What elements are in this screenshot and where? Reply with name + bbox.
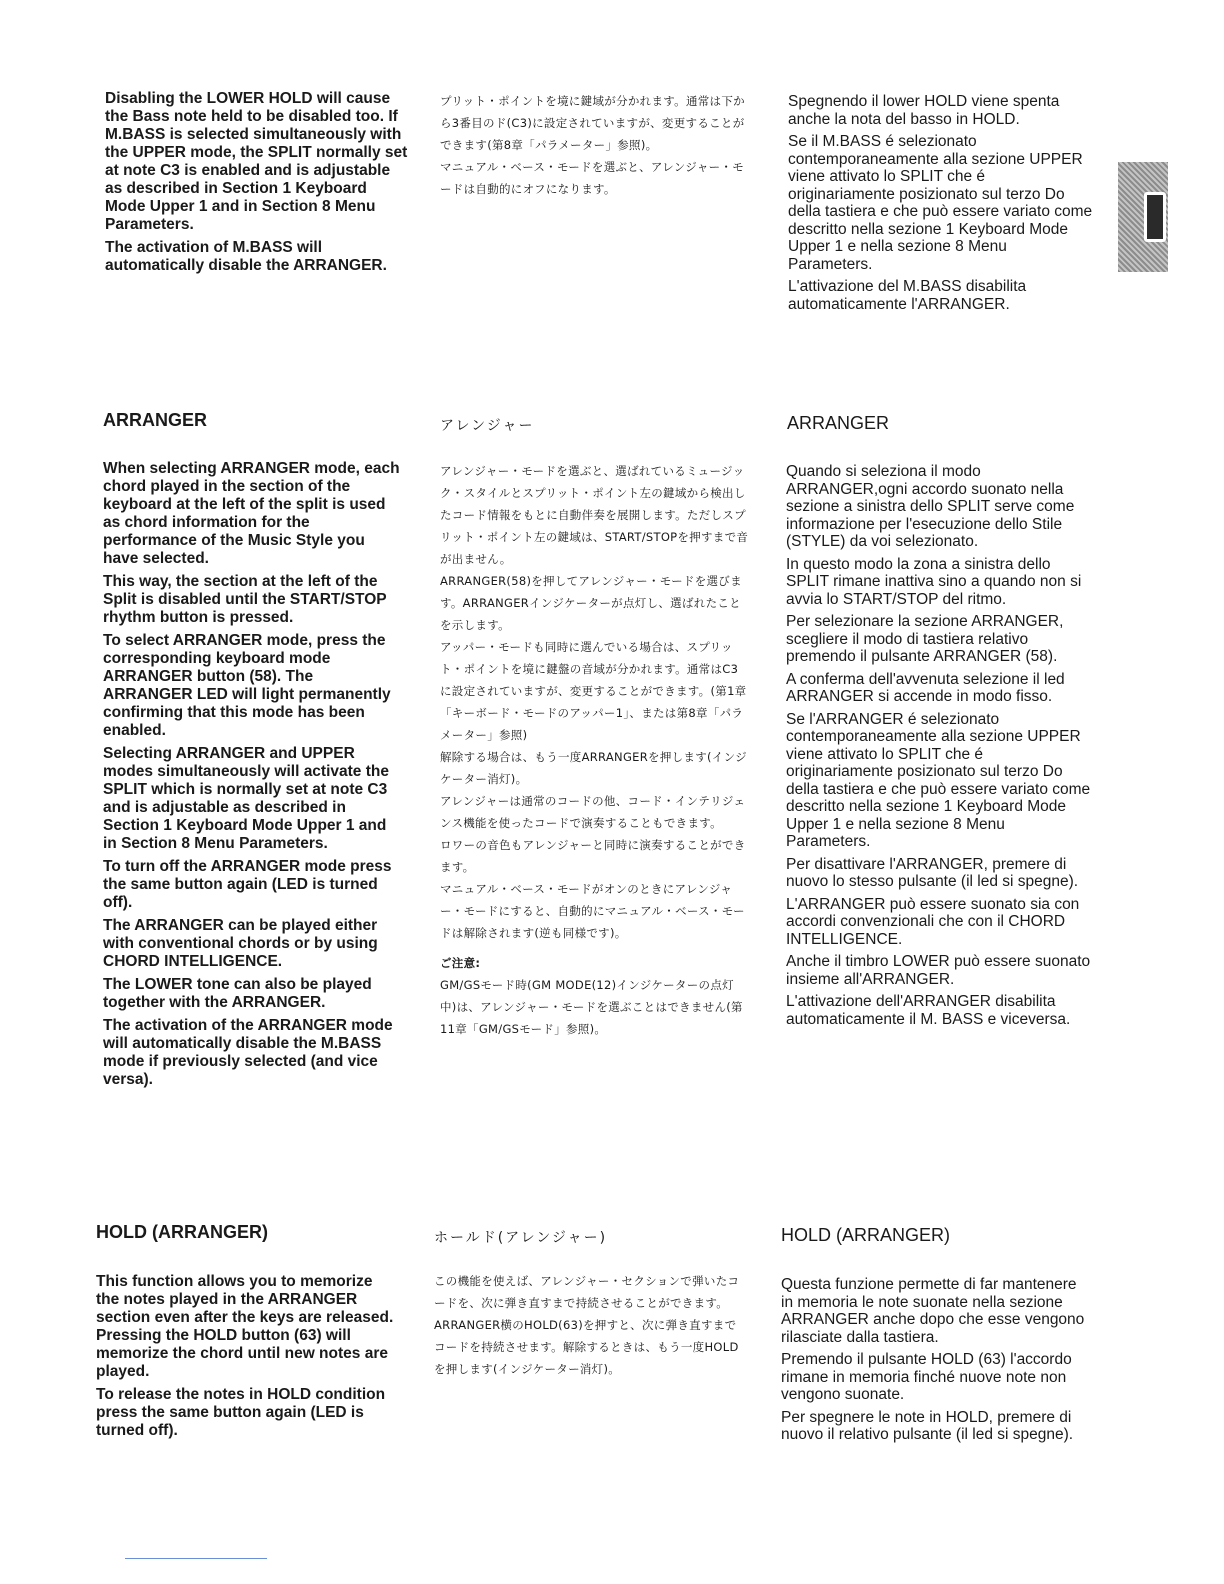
paragraph: L'attivazione dell'ARRANGER disabilita automaticamente il M. BASS e viceversa.: [786, 993, 1071, 1028]
block2-italian: [786, 463, 1091, 1033]
paragraph: The ARRANGER can be played either with conventional chords or by using CHORD INTELLIGENCE.: [103, 917, 378, 970]
heading-hold-ja: ホールド(アレンジャー): [434, 1230, 608, 1246]
paragraph: この機能を使えば、アレンジャー・セクションで弾いたコードを、次に弾き直すまで持続させることができます。: [434, 1274, 740, 1310]
paragraph: マニュアル・ベース・モードがオンのときにアレンジャー・モードにすると、自動的にマニュアル・ベース・モードは解除されます(逆も同様です)。: [440, 882, 745, 940]
paragraph: Per disattivare l'ARRANGER, premere di nuovo lo stesso pulsante (il led si spegne).: [786, 855, 1079, 890]
paragraph: プリット・ポイントを境に鍵域が分かれます。通常は下から3番目のド(C3)に設定されていますが、変更することができます(第8章「パラメーター」参照)。: [440, 94, 745, 152]
paragraph: Anche il timbro LOWER può essere suonato insieme all'ARRANGER.: [786, 953, 1091, 988]
paragraph: ロワーの音色もアレンジャーと同時に演奏することができます。: [440, 838, 746, 874]
block3-japanese: [434, 1270, 744, 1380]
block1-italian: [788, 93, 1093, 318]
block3-italian: [781, 1276, 1086, 1449]
heading-arranger-it: ARRANGER: [787, 413, 890, 433]
paragraph: To release the notes in HOLD condition press the same button again (LED is turned off).: [96, 1386, 386, 1439]
paragraph: The activation of M.BASS will automatically disable the ARRANGER.: [105, 239, 387, 274]
block1-english: [105, 90, 410, 280]
paragraph: Se il M.BASS é selezionato contemporaneamente alla sezione UPPER viene attivato lo SPLIT che é originariamente posizionato sul terzo Do della tastiera e che può essere variato come descritto nella sezione 1 Keyboard Mode Upper 1 e nella sezione 8 Menu Parameters.: [788, 133, 1093, 273]
paragraph: To select ARRANGER mode, press the corresponding keyboard mode ARRANGER button (58). The ARRANGER LED will light permanently confirming that this mode has been enabled.: [103, 632, 391, 739]
paragraph: Per selezionare la sezione ARRANGER, scegliere il modo di tastiera relativo premendo il pulsante ARRANGER (58).: [786, 613, 1064, 665]
paragraph: Questa funzione permette di far mantenere in memoria le note suonate nella sezione ARRANGER anche dopo che esse vengono rilasciate dalla tastiera.: [781, 1276, 1085, 1346]
heading-hold-en: HOLD (ARRANGER): [96, 1222, 268, 1242]
paragraph: A conferma dell'avvenuta selezione il led ARRANGER si accende in modo fisso.: [786, 670, 1065, 705]
paragraph: To turn off the ARRANGER mode press the same button again (LED is turned off).: [103, 858, 392, 911]
paragraph: マニュアル・ベース・モードを選ぶと、アレンジャー・モードは自動的にオフになります。: [440, 160, 745, 196]
heading-hold-it: HOLD (ARRANGER): [781, 1225, 951, 1245]
paragraph: 解除する場合は、もう一度ARRANGERを押します(インジケーター消灯)。: [440, 750, 747, 786]
paragraph: アッパー・モードも同時に選んでいる場合は、スプリット・ポイントを境に鍵盤の音域が分かれます。通常はC3に設定されていますが、変更することができます。(第1章「キーボード・モードのアッパー1」、または第8章「パラメーター」参照): [440, 640, 747, 742]
paragraph: アレンジャー・モードを選ぶと、選ばれているミュージック・スタイルとスプリット・ポイント左の鍵域から検出したコード情報をもとに自動伴奏を展開します。ただしスプリット・ポイント左の鍵域は、START/STOPを押すまで音が出ません。: [440, 464, 749, 566]
paragraph: This way, the section at the left of the Split is disabled until the START/STOP rhythm button is pressed.: [103, 573, 387, 626]
block2-japanese: [440, 460, 750, 1040]
paragraph: ARRANGER横のHOLD(63)を押すと、次に弾き直すまでコードを持続させます。解除するときは、もう一度HOLDを押します(インジケーター消灯)。: [434, 1318, 739, 1376]
paragraph: Premendo il pulsante HOLD (63) l'accordo rimane in memoria finché nuove note non vengono suonate.: [781, 1351, 1072, 1403]
note-title: ご注意:: [440, 956, 481, 970]
paragraph: Disabling the LOWER HOLD will cause the Bass note held to be disabled too. If M.BASS is selected simultaneously with the UPPER mode, the SPLIT normally set at note C3 is enabled and is adjustable as described in Section 1 Keyboard Mode Upper 1 and in Section 8 Menu Parameters.: [105, 90, 408, 233]
paragraph: Selecting ARRANGER and UPPER modes simultaneously will activate the SPLIT which is normally set at note C3 and is adjustable as described in Section 1 Keyboard Mode Upper 1 and in Section 8 Menu Parameters.: [103, 745, 389, 852]
paragraph: When selecting ARRANGER mode, each chord played in the section of the keyboard at the left of the split is used as chord information for the performance of the Music Style you have selected.: [103, 460, 400, 567]
footer-line: [125, 1558, 267, 1559]
paragraph: The LOWER tone can also be played together with the ARRANGER.: [103, 976, 372, 1011]
paragraph: ARRANGER(58)を押してアレンジャー・モードを選びます。ARRANGERインジケーターが点灯し、選ばれたことを示します。: [440, 574, 742, 632]
paragraph: Quando si seleziona il modo ARRANGER,ogni accordo suonato nella sezione a sinistra dello SPLIT serve come informazione per l'esecuzione dello Stile (STYLE) da voi selezionato.: [786, 463, 1075, 550]
paragraph: Se l'ARRANGER é selezionato contemporaneamente alla sezione UPPER viene attivato lo SPLIT che é originariamente posizionato sul terzo Do della tastiera e che può essere variato come descritto nella sezione 1 Keyboard Mode Upper 1 e nella sezione 8 Menu Parameters.: [786, 710, 1091, 850]
block2-english: [103, 460, 403, 1094]
paragraph: アレンジャーは通常のコードの他、コード・インテリジェンス機能を使ったコードで演奏することもできます。: [440, 794, 746, 830]
paragraph: L'ARRANGER può essere suonato sia con accordi convenzionali che con il CHORD INTELLIGENCE.: [786, 895, 1080, 948]
block1-japanese: [440, 90, 750, 200]
paragraph: Spegnendo il lower HOLD viene spenta anche la nota del basso in HOLD.: [788, 93, 1060, 128]
section-tab: [1118, 162, 1168, 272]
heading-arranger-ja: アレンジャー: [440, 418, 535, 434]
paragraph: This function allows you to memorize the notes played in the ARRANGER section even after the keys are released. Pressing the HOLD button (63) will memorize the chord until new notes are played.: [96, 1273, 394, 1380]
paragraph: L'attivazione del M.BASS disabilita automaticamente l'ARRANGER.: [788, 278, 1027, 313]
block3-english: [96, 1273, 396, 1445]
note-text: GM/GSモード時(GM MODE(12)インジケーターの点灯中)は、アレンジャー・モードを選ぶことはできません(第11章「GM/GSモード」参照)。: [440, 978, 743, 1036]
paragraph: Per spegnere le note in HOLD, premere di nuovo il relativo pulsante (il led si spegne).: [781, 1408, 1074, 1443]
paragraph: In questo modo la zona a sinistra dello SPLIT rimane inattiva sino a quando non si avvia lo START/STOP del ritmo.: [786, 555, 1082, 608]
heading-arranger-en: ARRANGER: [103, 410, 208, 430]
section-number: 1: [1144, 192, 1166, 242]
paragraph: The activation of the ARRANGER mode will automatically disable the M.BASS mode if previously selected (and vice versa).: [103, 1017, 393, 1088]
